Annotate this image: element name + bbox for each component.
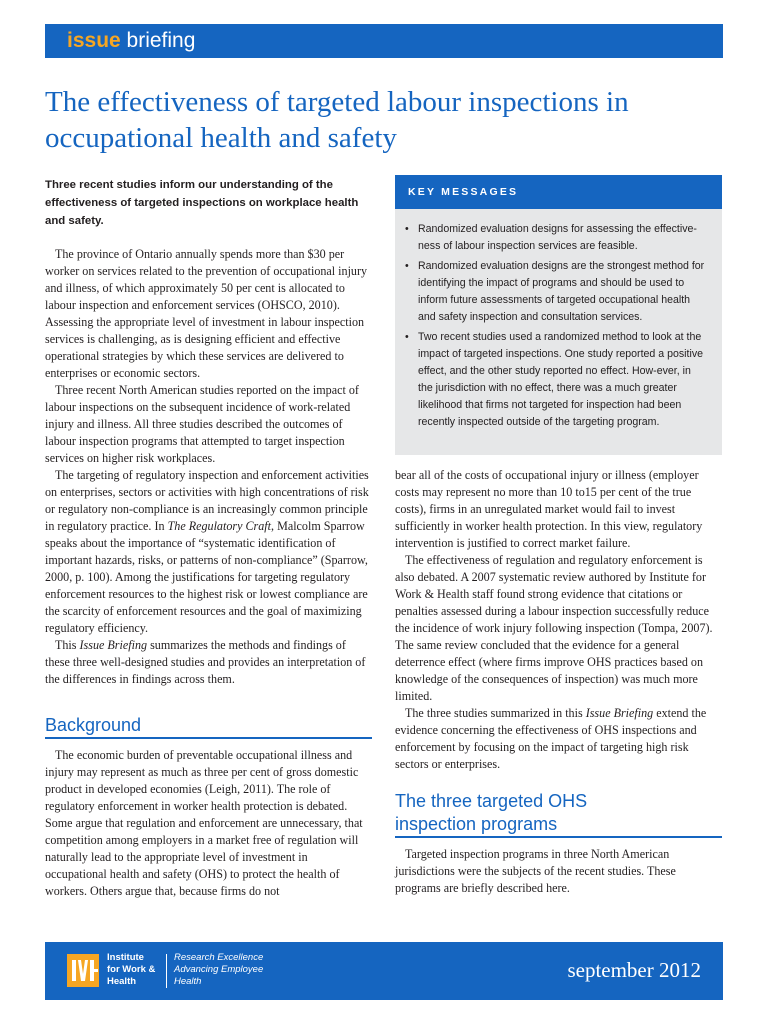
footer-tagline: Research Excellence Advancing Employee Health (174, 952, 264, 987)
key-message-item: • Randomized evaluation designs are the strongest method for identifying the impact of programs and should be used to inform future assessments of targeted occupational health and safety inspection and consultation services. (405, 258, 708, 326)
left-column-intro (45, 246, 372, 688)
background-paragraph-1: The economic burden of preventable occupational illness and injury may represent as much as three per cent of gross domestic product in developed economies (Leigh, 2011). The role of regulatory enforcement in worker health protection is debated. Some argue that regulation and enforcement are unnecessary, that competition among employers in a market free of regulation will naturally lead to the appropriate level of investment in occupational health and safety (OHS) to protect the health of workers. Others argue that, because firms do not (45, 748, 363, 898)
intro-paragraph-1: The province of Ontario annually spends more than $30 per worker on services related to the prevention of occupational injury and illness, of which approximately 50 per cent is allocated to labour inspection and enforcement services (OHSCO, 2010). Assessing the appropriate level of investment in labour inspection services is challenging, as is designing efficient and effective operational strategies by which these services are delivered to enterprises or economic sectors. (45, 247, 368, 380)
publication-title: Issue Briefing (585, 706, 654, 720)
footer-banner (45, 942, 723, 1000)
key-messages-panel (395, 175, 722, 455)
key-message-item: • Two recent studies used a randomized method to look at the impact of targeted inspections. One study reported a positive effect, and the other study reported no effect. How-ever, in the jurisdiction with no effect, there was a much greater likelihood that firms not targeted for inspection had been recently inspected outside of the targeting program. (405, 329, 708, 431)
background-heading: Background (45, 714, 372, 739)
key-messages-list (395, 209, 722, 431)
brand-label (67, 28, 195, 54)
programs-paragraph-1: Targeted inspection programs in three North American jurisdictions were the subjects of the recent studies. These programs are briefly described here. (395, 847, 676, 895)
intro-paragraph-2: Three recent North American studies reported on the impact of labour inspections on the subsequent incidence of work-related injury and illness. All three studies described the outcomes of labour inspection programs that attempted to target inspection services on higher risk workplaces. (45, 383, 359, 465)
right-column-text (395, 467, 722, 773)
intro-paragraph-4: This Issue Briefing summarizes the methods and findings of these three well-designed studies and provides an interpretation of the differences in findings across them. (45, 638, 366, 686)
logo-wordmark: Institute for Work & Health (107, 952, 156, 987)
brand-accent: issue (67, 29, 121, 52)
right-paragraph-1: bear all of the costs of occupational injury or illness (employer costs may represent no more than 10 to15 per cent of the true costs), firms in an unregulated market would fail to invest sufficiently in worker health protection. In this view, regulatory intervention is justified to correct market failure. (395, 468, 703, 550)
lead-paragraph: Three recent studies inform our understanding of the effectiveness of targeted inspections on workplace health and safety. (45, 179, 359, 227)
issue-date: september 2012 (567, 958, 701, 982)
intro-paragraph-3: The targeting of regulatory inspection and enforcement activities on enterprises, sectors or activities with high concentrations of risk or regulatory non-compliance is an increasingly common principle in regulatory practice. In The Regulatory Craft, Malcolm Sparrow speaks about the importance of “systematic identification of important hazards, risks, or patterns of non-compliance” (Sparrow, 2000, p. 100). Among the justifications for targeting regulatory enforcement resources to the highest risk or lowest compliance are the scarcity of enforcement resources and the goal of maximizing regulatory efficiency. (45, 468, 369, 635)
issue-briefing-banner (45, 24, 723, 58)
programs-heading: The three targeted OHS inspection programs (395, 790, 722, 838)
page-title: The effectiveness of targeted labour inspections in occupational health and safety (45, 86, 629, 154)
logo-divider (166, 954, 167, 988)
key-messages-heading: KEY MESSAGES (395, 175, 722, 209)
publication-title: Issue Briefing (79, 638, 148, 652)
book-title: The Regulatory Craft (167, 519, 272, 533)
background-section (45, 747, 372, 900)
brand-rest: briefing (120, 29, 196, 52)
iwh-logo-icon (67, 954, 99, 987)
key-message-item: • Randomized evaluation designs for assessing the effective-ness of labour inspection services are feasible. (405, 221, 708, 255)
right-paragraph-2: The effectiveness of regulation and regulatory enforcement is also debated. A 2007 systematic review authored by Institute for Work & Health staff found strong evidence that citations or penalties assessed during a labour inspection successfully reduce the incidence of work injury following inspection (Tompa, 2007). The same review concluded that the evidence for a general deterrence effect (where firms improve OHS practices based on knowledge of the consequences of inspection) was much more limited. (395, 553, 713, 703)
programs-section (395, 846, 722, 897)
right-paragraph-3: The three studies summarized in this Issue Briefing extend the evidence concerning the effectiveness of OHS inspections and enforcement by focusing on the impact of targeting high risk sectors or enterprises. (395, 706, 707, 771)
